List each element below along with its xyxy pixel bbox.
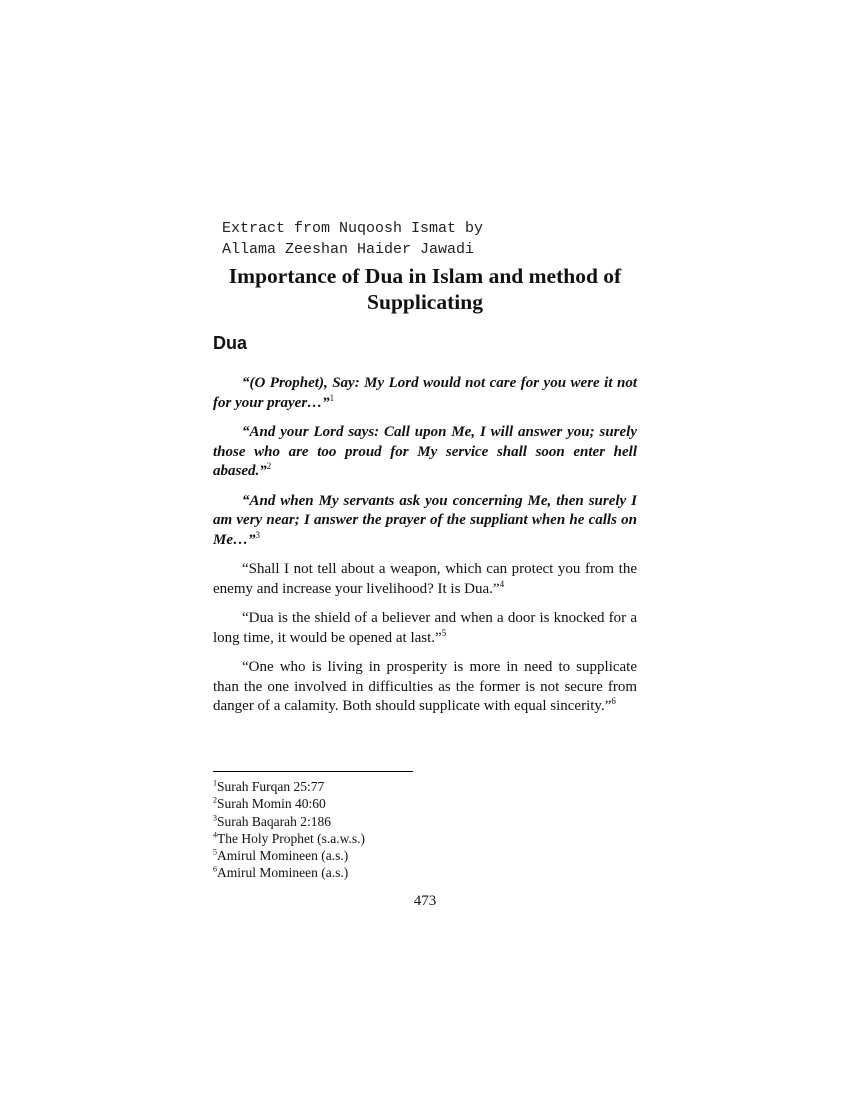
hadith-paragraph	[213, 609, 637, 648]
footnote-item	[213, 830, 637, 847]
footnote-item	[213, 778, 637, 795]
paragraph-text: “(O Prophet), Say: My Lord would not care for you were it not for your prayer…”	[213, 375, 637, 411]
footnote-item	[213, 847, 637, 864]
quote-paragraph	[213, 492, 637, 551]
paragraph-text: “Shall I not tell about a weapon, which can protect you from the enemy and increase your livelihood? It is Dua.”	[213, 561, 637, 597]
page-title: Importance of Dua in Islam and method of Supplicating	[228, 264, 622, 314]
body-text	[213, 374, 637, 727]
footnote-item	[213, 795, 637, 812]
footnote-ref: 1	[329, 392, 335, 403]
footnote-ref: 4	[499, 578, 505, 589]
footnote-number: 2	[213, 795, 217, 805]
extract-header	[222, 218, 483, 260]
footnote-number: 6	[213, 864, 217, 874]
section-heading: Dua	[213, 333, 248, 353]
extract-header-line-1: Extract from Nuqoosh Ismat by	[222, 220, 484, 237]
footnote-text: Amirul Momineen (a.s.)	[217, 848, 349, 864]
footnote-number: 5	[213, 847, 217, 857]
footnote-ref: 5	[441, 627, 447, 638]
footnote-number: 1	[213, 778, 217, 788]
footnote-text: Amirul Momineen (a.s.)	[217, 865, 349, 881]
footnote-number: 4	[213, 830, 217, 840]
paragraph-text: “And your Lord says: Call upon Me, I will answer you; surely those who are too proud for My service shall soon enter hell abased.”	[213, 424, 637, 479]
footnote-number: 3	[213, 813, 217, 823]
paragraph-text: “And when My servants ask you concerning Me, then surely I am very near; I answer the prayer of the suppliant when he calls on Me…”	[213, 492, 637, 548]
extract-header-line-2: Allama Zeeshan Haider Jawadi	[222, 241, 475, 258]
footnote-divider	[213, 771, 413, 772]
footnote-text: Surah Baqarah 2:186	[217, 813, 331, 829]
page-number: 473	[413, 893, 437, 909]
footnote-text: Surah Momin 40:60	[217, 796, 326, 812]
quote-paragraph	[213, 423, 637, 482]
footnote-item	[213, 813, 637, 830]
footnotes	[213, 778, 637, 882]
hadith-paragraph	[213, 658, 637, 717]
quote-paragraph	[213, 374, 637, 413]
footnote-text: The Holy Prophet (s.a.w.s.)	[217, 830, 365, 846]
footnote-ref: 2	[266, 461, 272, 471]
paragraph-text: “Dua is the shield of a believer and when a door is knocked for a long time, it would be opened at last.”	[213, 610, 637, 646]
footnote-ref: 6	[611, 696, 616, 706]
footnote-text: Surah Furqan 25:77	[217, 779, 325, 794]
paragraph-text: “One who is living in prosperity is more in need to supplicate than the one involved in difficulties as the former is not secure from danger of a calamity. Both should supplicate with equal sincerity.”	[213, 659, 637, 714]
footnote-item	[213, 864, 637, 881]
hadith-paragraph	[213, 560, 637, 599]
footnote-ref: 3	[255, 529, 260, 540]
